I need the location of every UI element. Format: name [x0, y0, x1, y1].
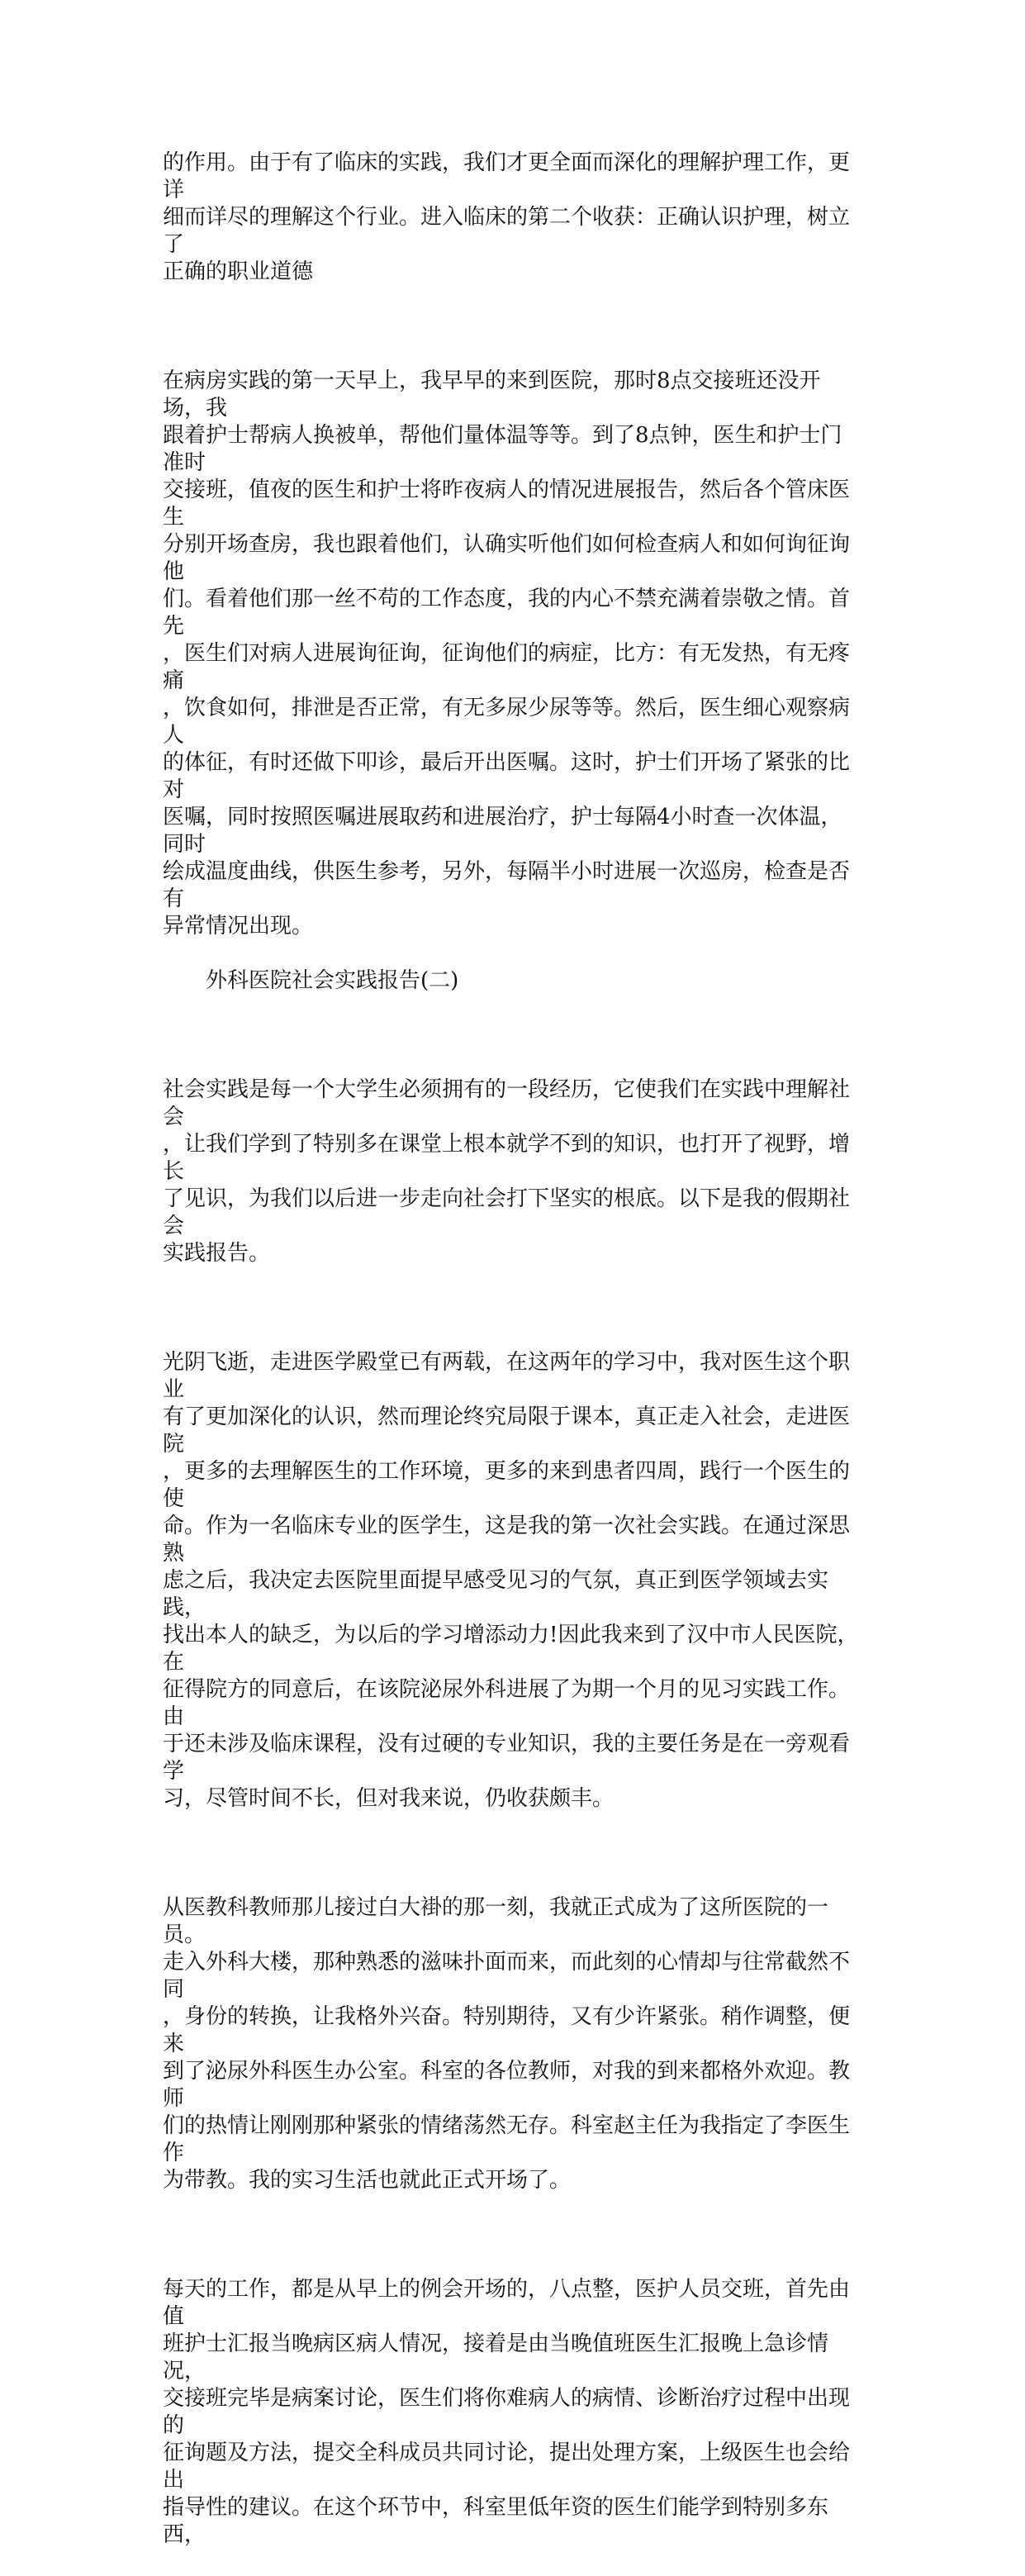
- document-body: [163, 122, 863, 2576]
- paragraph-6: 每天的工作，都是从早上的例会开场的，八点整，医护人员交班，首先由值 班护士汇报当晚病区病人情况，接着是由当晚值班医生汇报晚上急诊情况， 交接班完毕是病案讨论，医生们将你难病人的病情、诊断治疗过程中出现的 征询题及方法，提交全科成员共同讨论，提出处理方案，上级医生也会给出 指导性的建议。在这个环节中，科室里低年资的医生们能学到特别多东西，: [163, 2277, 851, 2547]
- paragraph-spacer: [163, 313, 863, 340]
- paragraph-5: 从医教科教师那儿接过白大褂的那一刻，我就正式成为了这所医院的一员。 走入外科大楼，那种熟悉的滋味扑面而来，而此刻的心情却与往常截然不同 ，身份的转换，让我格外兴奋。特别期待，又有少许紧张。稍作调整，便来 到了泌尿外科医生办公室。科室的各位教师，对我的到来都格外欢迎。教师 们的热情让刚刚那种紧张的情绪荡然无存。科室赵主任为我指定了李医生作 为带教。我的实习生活也就此正式开场了。: [163, 1895, 851, 2193]
- paragraph-1: 的作用。由于有了临床的实践，我们才更全面而深化的理解护理工作，更详 细而详尽的理解这个行业。进入临床的第二个收获：正确认识护理，树立了 正确的职业道德: [163, 150, 851, 284]
- paragraph-spacer: [163, 1022, 863, 1049]
- section-heading: 外科医院社会实践报告(二): [206, 968, 459, 993]
- paragraph-spacer: [163, 2222, 863, 2249]
- paragraph-4: 光阴飞逝，走进医学殿堂已有两载，在这两年的学习中，我对医生这个职业 有了更加深化的认识，然而理论终究局限于课本，真正走入社会，走进医院 ，更多的去理解医生的工作环境，更多的来到患者四周，践行一个医生的使 命。作为一名临床专业的医学生，这是我的第一次社会实践。在通过深思熟 虑之后，我决定去医院里面提早感受见习的气氛，真正到医学领域去实践， 找出本人的缺乏，为以后的学习增添动力!因此我来到了汉中市人民医院，在 征得院方的同意后，在该院泌尿外科进展了为期一个月的见习实践工作。由 于还未涉及临床课程，没有过硬的专业知识，我的主要任务是在一旁观看学 习，尽管时间不长，但对我来说，仍收获颇丰。: [163, 1350, 859, 1811]
- paragraph-spacer: [163, 1840, 863, 1867]
- paragraph-spacer: [163, 1295, 863, 1322]
- paragraph-2: 在病房实践的第一天早上，我早早的来到医院，那时8点交接班还没开场，我 跟着护士帮病人换被单，帮他们量体温等等。到了8点钟，医生和护士门准时 交接班，值夜的医生和护士将昨夜病人的情况进展报告，然后各个管床医生 分别开场查房，我也跟着他们，认确实听他们如何检查病人和如何询征询他 们。看着他们那一丝不苟的工作态度，我的内心不禁充满着崇敬之情。首先 ，医生们对病人进展询征询，征询他们的病症，比方：有无发热，有无疼痛 ，饮食如何，排泄是否正常，有无多尿少尿等等。然后，医生细心观察病人 的体征，有时还做下叩诊，最后开出医嘱。这时，护士们开场了紧张的比对 医嘱，同时按照医嘱进展取药和进展治疗，护士每隔4小时查一次体温，同时 绘成温度曲线，供医生参考，另外，每隔半小时进展一次巡房，检查是否有 异常情况出现。: [163, 368, 851, 939]
- paragraph-3: 社会实践是每一个大学生必须拥有的一段经历，它使我们在实践中理解社会 ，让我们学到了特别多在课堂上根本就学不到的知识，也打开了视野，增长 了见识，为我们以后进一步走向社会打下坚实的根底。以下是我的假期社会 实践报告。: [163, 1077, 851, 1266]
